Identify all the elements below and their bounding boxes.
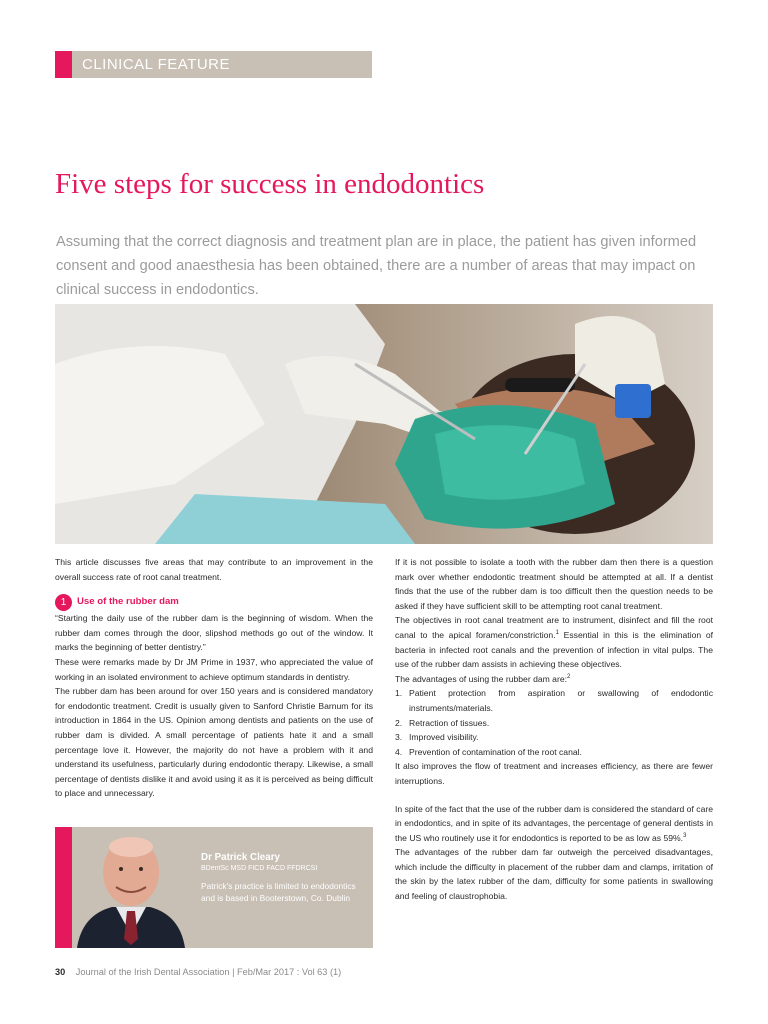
body-paragraph: The advantages of the rubber dam far outweigh the perceived disadvantages, which include the difficulty in placement of the rubber dam and clamps, irritation of the skin by the latex rubber of the dam, difficulty for some patients in swallowing and feeling of claustrophobia. [395,847,713,902]
citation-ref: 1 [555,630,559,637]
author-description: Patrick's practice is limited to endodontics and is based in Booterstown, Co. Dublin [201,881,356,903]
text-run: The objectives in root canal treatment are to instrument, disinfect and fill the root canal to the apical foramen/constriction. [395,615,713,640]
body-paragraph: It also improves the flow of treatment and increases efficiency, as there are fewer interruptions. [395,761,713,786]
right-column [395,555,713,904]
bio-accent [55,827,72,948]
section-label: CLINICAL FEATURE [82,56,231,73]
list-number: 2. [395,717,403,728]
paragraph-spacer [395,789,713,802]
article-standfirst: Assuming that the correct diagnosis and treatment plan are in place, the patient has given informed consent and good anaesthesia has been obtained, there are a number of areas that may impact on clinical success in endodontics. [56,234,697,298]
bio-text [190,827,373,948]
list-number: 4. [395,746,403,757]
article-title: Five steps for success in endodontics [55,168,485,200]
section-accent [55,51,72,78]
body-paragraph [395,672,713,687]
text-run: The advantages of using the rubber dam are: [395,673,567,684]
author-name: Dr Patrick Cleary [201,852,280,863]
step-heading [55,594,373,611]
list-text: Retraction of tissues. [409,717,490,728]
intro-paragraph: This article discusses five areas that may contribute to an improvement in the overall success rate of root canal treatment. [55,557,373,582]
list-text: Prevention of contamination of the root canal. [409,746,582,757]
list-text: Patient protection from aspiration or swallowing of endodontic instruments/materials. [409,688,713,713]
list-item [395,745,713,760]
quote-paragraph: “Starting the daily use of the rubber dam is the beginning of wisdom. When the rubber dam comes through the door, slipshod methods go out of the window. It marks the beginning of better dentistry.” [55,613,373,653]
list-item [395,730,713,745]
list-item [395,686,713,715]
list-number: 3. [395,732,403,743]
author-portrait [72,827,190,948]
body-paragraph: The rubber dam has been around for over 150 years and is considered mandatory for endodontic treatment. Credit is usually given to Sanford Christie Barnum for its introduction in 1864 in the US. Opinion among dentists and patients on the use of rubber dam is divided. A small percentage of patients hate it and a small percentage love it. However, the majority do not have a problem with it and understand its usefulness, particularly during endodontic therapy. Likewise, a small percentage of dentists dislike it and avoid using it as it is perceived as being difficult to place and unnecessary. [55,686,373,799]
journal-citation: Journal of the Irish Dental Association | Feb/Mar 2017 : Vol 63 (1) [75,967,342,977]
text-run: Essential in this is the elimination of bacteria in infected root canals and the prevention of infection in vital pulps. The use of the rubber dam assists in achieving these objectives. [395,629,714,670]
page-footer [55,967,341,977]
list-item [395,716,713,731]
photo-illustration [55,304,713,544]
dental-procedure-photo [55,304,713,544]
author-credentials: BDentSc MSD FICD FACD FFDRCSI [201,865,318,872]
body-paragraph [395,613,713,671]
citation-ref: 3 [683,832,687,839]
step-number-badge: 1 [55,594,72,611]
page-number: 30 [55,967,66,977]
text-run: In spite of the fact that the use of the rubber dam is considered the standard of care in endodontics, and in spite of its advantages, the percentage of general dentists in the US who routinely use it for endodontics is reported to be as low as 59%. [395,803,713,843]
advantages-list [395,686,713,759]
citation-ref: 2 [566,673,571,680]
portrait-illustration [72,827,190,948]
body-paragraph: If it is not possible to isolate a tooth with the rubber dam then there is a question mark over whether endodontic treatment should be attempted at all. If a dentist finds that the use of the rubber dam is too difficult then the question needs to be asked if they have sufficient skill to be attempting root canal treatment. [395,557,713,611]
body-paragraph [395,802,713,846]
left-column [55,555,373,801]
step-title: Use of the rubber dam [77,596,179,608]
body-paragraph: These were remarks made by Dr JM Prime in 1937, who appreciated the value of working in an isolated environment to achieve optimum standards in dentistry. [55,656,373,682]
section-header [55,51,372,78]
list-number: 1. [395,688,403,699]
author-bio-panel [55,827,373,948]
list-text: Improved visibility. [409,732,479,743]
